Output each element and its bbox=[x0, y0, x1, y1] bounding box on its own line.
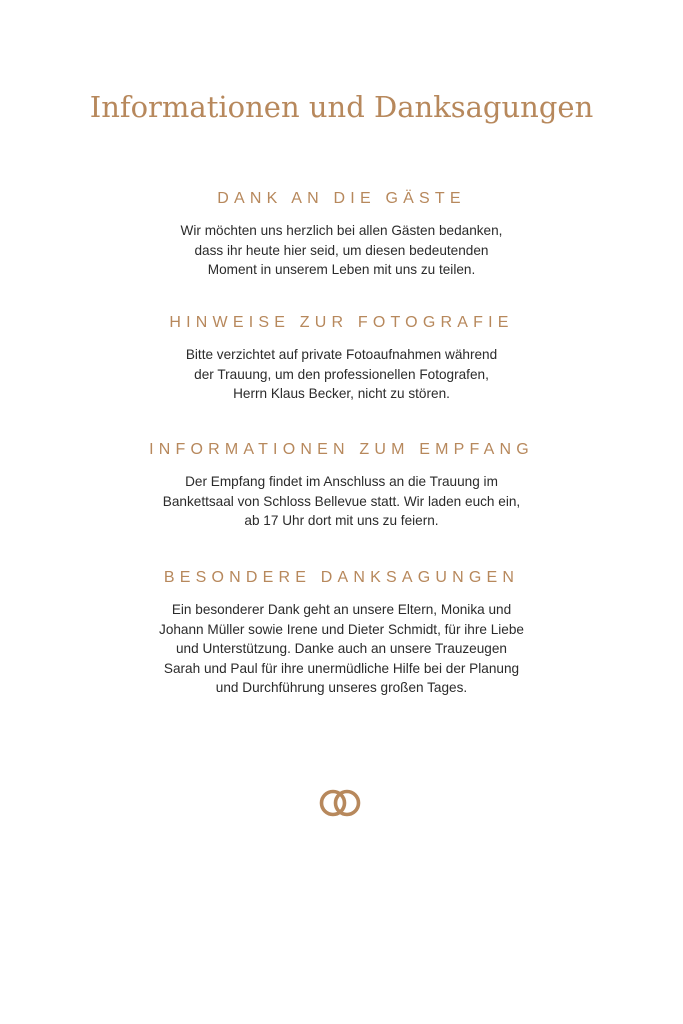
section-guest-thanks bbox=[0, 189, 683, 280]
wedding-rings-icon bbox=[316, 785, 366, 821]
section-text: Bitte verzichtet auf private Fotoaufnahmen während der Trauung, um den professionellen Fotografen, Herrn Klaus Becker, nicht zu stören. bbox=[185, 347, 498, 401]
section-heading: BESONDERE DANKSAGUNGEN bbox=[163, 569, 520, 586]
section-heading: HINWEISE ZUR FOTOGRAFIE bbox=[169, 314, 514, 331]
section-text: Ein besonderer Dank geht an unsere Eltern, Monika und Johann Müller sowie Irene und Dieter Schmidt, für ihre Liebe und Unterstützung. Danke auch an unsere Trauzeugen Sarah und Paul für ihre unermüdliche Hilfe bei der Planung und Durchführung unseres großen Tages. bbox=[159, 602, 524, 695]
section-text: Der Empfang findet im Anschluss an die Trauung im Bankettsaal von Schloss Bellevue statt. Wir laden euch ein, ab 17 Uhr dort mit uns zu feiern. bbox=[162, 474, 521, 528]
section-reception-info bbox=[0, 440, 683, 531]
page-title: Informationen und Danksagungen bbox=[89, 90, 594, 124]
section-text: Wir möchten uns herzlich bei allen Gästen bedanken, dass ihr heute hier seid, um diesen bedeutenden Moment in unserem Leben mit uns zu teilen. bbox=[180, 223, 503, 277]
section-heading: INFORMATIONEN ZUM EMPFANG bbox=[149, 441, 534, 458]
section-photography-notes bbox=[0, 313, 683, 404]
section-special-thanks bbox=[0, 568, 683, 698]
section-heading: DANK AN DIE GÄSTE bbox=[217, 190, 466, 207]
